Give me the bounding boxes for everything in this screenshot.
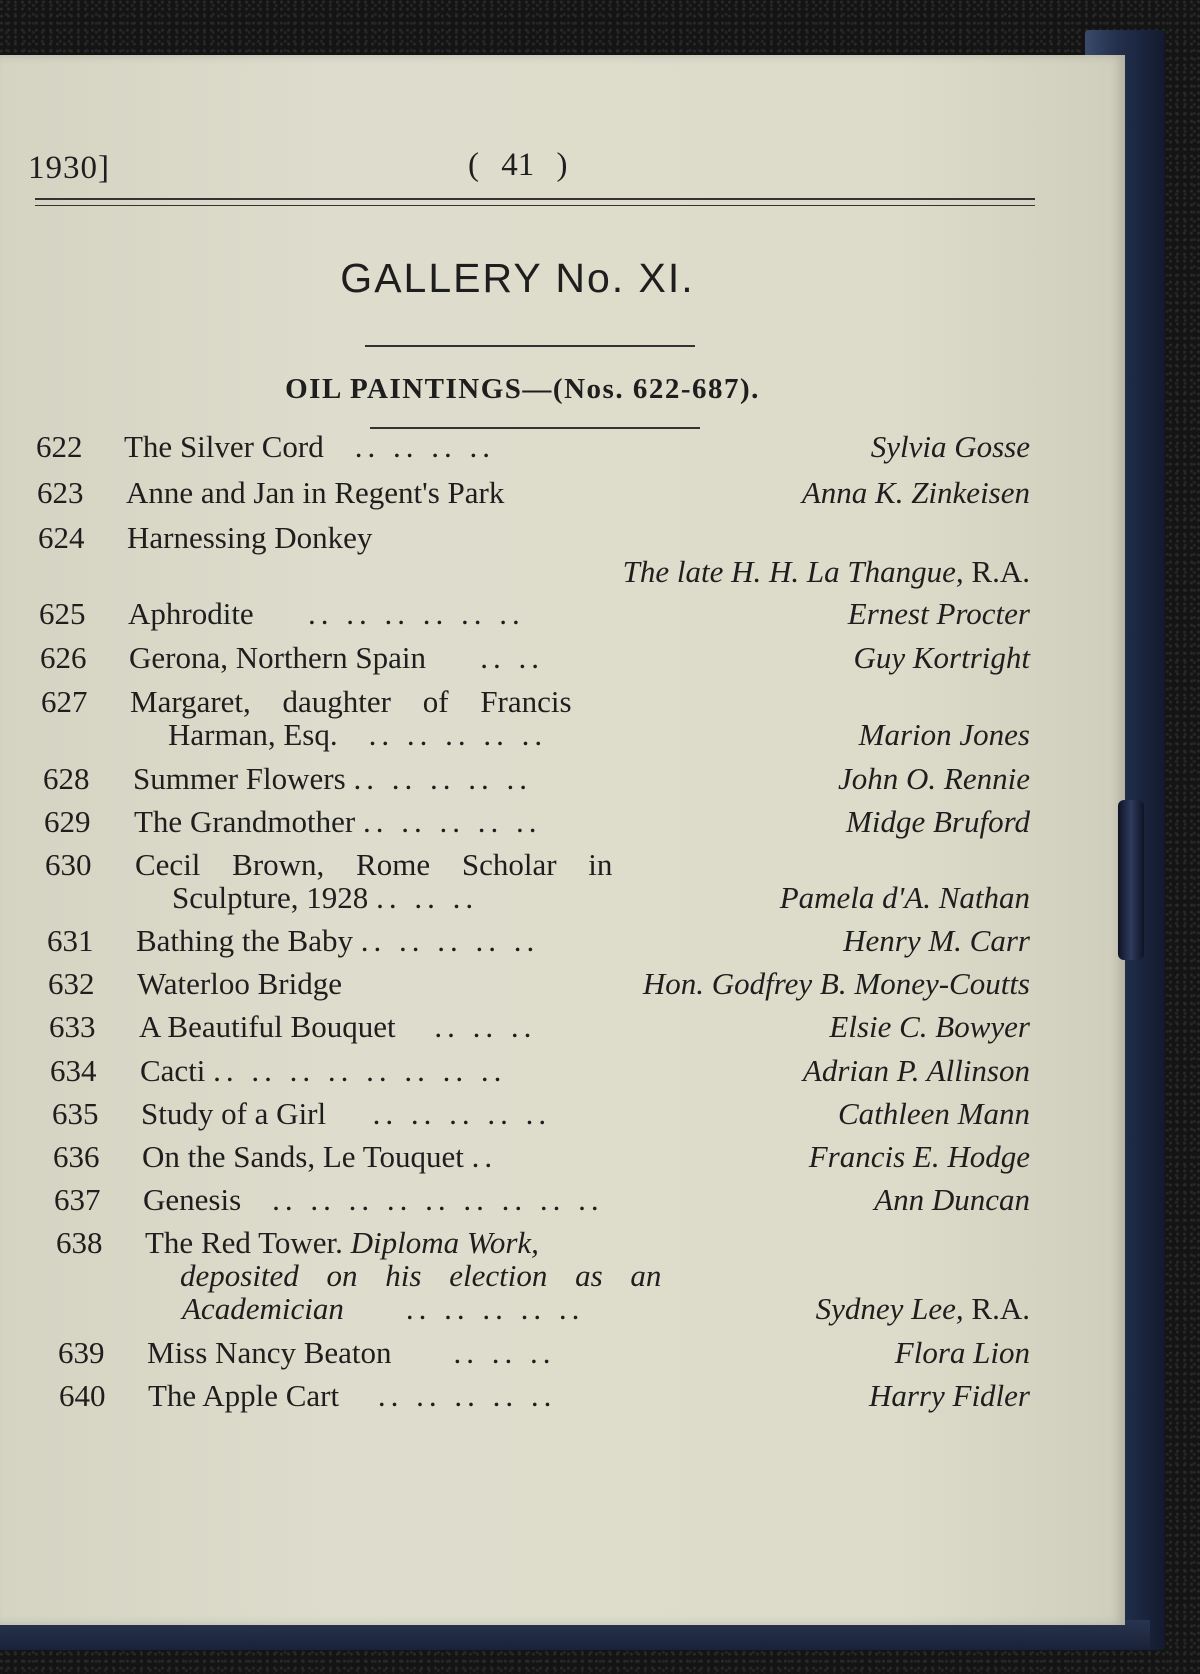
entry-title: Summer Flowers .. .. .. .. ..: [133, 761, 532, 796]
entry-title: Bathing the Baby .. .. .. .. ..: [136, 923, 540, 958]
entry-number: 633: [49, 1009, 96, 1044]
entry-title: A Beautiful Bouquet .. .. ..: [139, 1009, 537, 1044]
entry-number: 637: [54, 1182, 101, 1217]
entry-number: 631: [47, 923, 94, 958]
entry-title: Waterloo Bridge: [137, 966, 342, 1001]
entry-artist: Ernest Procter: [847, 596, 1030, 631]
entry-number: 627: [41, 684, 88, 719]
bookmark-ribbon: [1118, 800, 1144, 960]
entry-artist: Sylvia Gosse: [870, 429, 1030, 464]
entry-title: Harnessing Donkey: [127, 520, 373, 555]
entry-note: Diploma Work,: [350, 1225, 539, 1260]
entry-artist: John O. Rennie: [838, 761, 1030, 796]
entry-artist: Midge Bruford: [846, 804, 1030, 839]
entry-artist: Pamela d'A. Nathan: [779, 880, 1030, 915]
entry-artist: Elsie C. Bowyer: [829, 1009, 1030, 1044]
entry-artist: Hon. Godfrey B. Money-Coutts: [642, 966, 1030, 1001]
entry-title-continuation: Harman, Esq. .. .. .. .. ..: [168, 717, 548, 752]
entry-artist: Anna K. Zinkeisen: [801, 475, 1030, 510]
entry-number: 635: [52, 1096, 99, 1131]
entry-title: The Silver Cord .. .. .. ..: [124, 429, 495, 464]
entry-artist: Cathleen Mann: [838, 1096, 1030, 1131]
entry-number: 622: [36, 429, 83, 464]
entry-title: Aphrodite .. .. .. .. .. ..: [128, 596, 525, 631]
entry-number: 630: [45, 847, 92, 882]
entry-artist: Sydney Lee, R.A.: [815, 1291, 1030, 1326]
entry-leader: .. .. ..: [453, 1335, 556, 1370]
entry-number: 628: [43, 761, 90, 796]
entry-number: 626: [40, 640, 87, 675]
entry-leader: .. .. .. .. ..: [405, 1291, 585, 1326]
entry-artist: Francis E. Hodge: [808, 1139, 1030, 1174]
entry-title: Cacti .. .. .. .. .. .. .. ..: [140, 1053, 507, 1088]
entry-leader: .. .. .. .. ..: [377, 1378, 557, 1413]
entry-artist: Flora Lion: [894, 1335, 1030, 1370]
entry-leader: .. .. .. .. ..: [353, 761, 532, 796]
entry-title: The Apple Cart .. .. .. .. ..: [148, 1378, 557, 1413]
entry-number: 638: [56, 1225, 103, 1260]
entry-artist-suffix: R.A.: [971, 1291, 1030, 1326]
entry-artist: Adrian P. Allinson: [802, 1053, 1030, 1088]
entry-number: 624: [38, 520, 85, 555]
entry-artist: Marion Jones: [858, 717, 1030, 752]
entry-artist: Ann Duncan: [874, 1182, 1030, 1217]
entry-number: 623: [37, 475, 84, 510]
gallery-title: GALLERY No. XI.: [340, 255, 695, 301]
header-year: 1930]: [28, 150, 110, 186]
entry-leader: .. .. .. .. .. ..: [307, 596, 525, 631]
entry-number: 639: [58, 1335, 105, 1370]
entry-title: On the Sands, Le Touquet ..: [142, 1139, 498, 1174]
entry-number: 634: [50, 1053, 97, 1088]
entry-number: 625: [39, 596, 86, 631]
entry-leader: .. .. .. ..: [354, 429, 495, 464]
entry-leader: .. .. .. .. ..: [362, 804, 542, 839]
entry-number: 636: [53, 1139, 100, 1174]
entry-leader: .. .. ..: [376, 880, 479, 915]
entry-leader: .. .. .. .. ..: [368, 717, 548, 752]
entry-leader: .. .. ..: [434, 1009, 537, 1044]
entry-leader: ..: [471, 1139, 498, 1174]
entry-title: Anne and Jan in Regent's Park: [126, 475, 505, 510]
entry-leader: .. .. .. .. ..: [372, 1096, 552, 1131]
entry-leader: .. .. .. .. .. .. .. .. ..: [272, 1182, 604, 1217]
entry-number: 629: [44, 804, 91, 839]
entry-title: Genesis .. .. .. .. .. .. .. .. ..: [143, 1182, 604, 1217]
entry-leader: .. ..: [480, 640, 544, 675]
entry-title: The Grandmother .. .. .. .. ..: [134, 804, 542, 839]
entry-number: 632: [48, 966, 95, 1001]
entries-list: [0, 55, 1125, 1625]
entry-artist: Harry Fidler: [868, 1378, 1030, 1413]
catalogue-page: [0, 55, 1125, 1625]
entry-note-continuation: deposited on his election as an: [180, 1258, 662, 1293]
entry-title: Margaret, daughter of Francis: [130, 684, 572, 719]
entry-artist: The late H. H. La Thangue, R.A.: [622, 554, 1030, 589]
entry-title: The Red Tower. Diploma Work,: [145, 1225, 539, 1260]
entry-note-continuation: Academician .. .. .. .. ..: [182, 1291, 585, 1326]
entry-leader: .. .. .. .. .. .. .. ..: [213, 1053, 507, 1088]
entry-leader: .. .. .. .. ..: [360, 923, 540, 958]
entry-title: Miss Nancy Beaton .. .. ..: [147, 1335, 556, 1370]
entry-title: Gerona, Northern Spain .. ..: [129, 640, 544, 675]
entry-title-continuation: Sculpture, 1928 .. .. ..: [172, 880, 479, 915]
entry-title: Cecil Brown, Rome Scholar in: [135, 847, 613, 882]
entry-artist: Henry M. Carr: [843, 923, 1030, 958]
entry-artist: Guy Kortright: [853, 640, 1030, 675]
entry-title: Study of a Girl .. .. .. .. ..: [141, 1096, 552, 1131]
header-page-number: ( 41 ): [468, 147, 568, 183]
entry-artist-suffix: R.A.: [971, 554, 1030, 589]
section-title: OIL PAINTINGS—(Nos. 622-687).: [285, 373, 760, 405]
entry-number: 640: [59, 1378, 106, 1413]
